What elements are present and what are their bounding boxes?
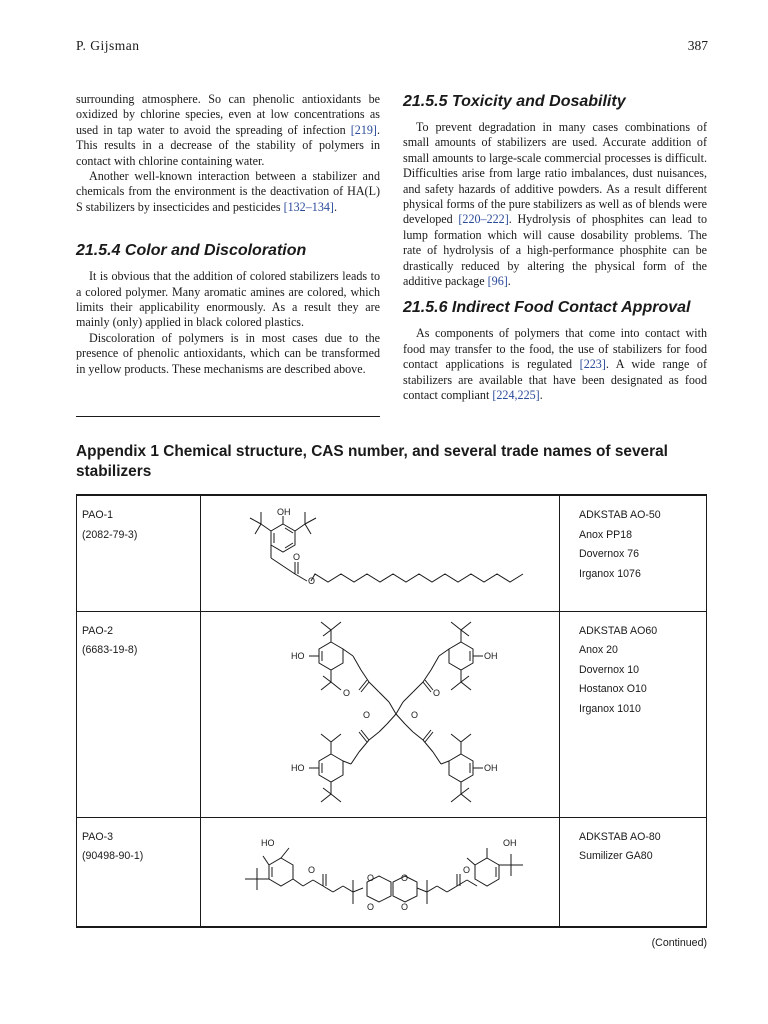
atom-label-o: O bbox=[401, 901, 409, 912]
stabilizer-table bbox=[76, 494, 707, 928]
left-column bbox=[76, 92, 380, 377]
cas-number: (90498-90-1) bbox=[82, 850, 144, 862]
text-run: surrounding atmosphere. So can phenolic antioxidants be oxidized by chlorine species, even at low concentrations as used in tap water to avoid the spreading of infection bbox=[76, 92, 380, 137]
right-paragraph-1 bbox=[403, 120, 707, 289]
atom-label-oh: OH bbox=[484, 762, 498, 773]
right-paragraph-2 bbox=[403, 326, 707, 403]
page-number: 387 bbox=[687, 38, 708, 53]
stabilizer-code: PAO-2 bbox=[82, 624, 114, 637]
structure-cell bbox=[201, 817, 560, 927]
atom-label-o: O bbox=[463, 864, 471, 875]
section-heading-21-5-4: 21.5.4 Color and Discoloration bbox=[76, 242, 307, 260]
appendix-title: Appendix 1 Chemical structure, CAS number, and several trade names of several stabilizers bbox=[76, 443, 668, 480]
trade-names-cell bbox=[560, 817, 707, 927]
continued-note: (Continued) bbox=[651, 937, 707, 949]
trade-names-cell bbox=[560, 495, 707, 611]
atom-label-o: O bbox=[308, 864, 316, 875]
atom-label-ho: HO bbox=[291, 650, 305, 661]
structure-cell bbox=[201, 495, 560, 611]
trade-names-cell bbox=[560, 611, 707, 817]
trade-name: ADKSTAB AO-50 bbox=[579, 509, 661, 521]
text-run: To prevent degradation in many cases combinations of small amounts of stabilizers are used. Accurate addition of small amounts to large-scale commercial processes is difficult. Difficulties arise from large ratio imbalances, dust nuisances, and safety hazards of additive powders. As a result different physical forms of the pure stabilizers as well as of blends were developed bbox=[403, 120, 707, 227]
trade-name: Anox 20 bbox=[579, 644, 618, 656]
text-run: As components of polymers that come into contact with food may transfer to the food, the use of stabilizers for food contact applications is regulated bbox=[403, 326, 707, 372]
atom-label-o-carbonyl: O bbox=[293, 552, 301, 562]
atom-label-oh: OH bbox=[277, 507, 291, 517]
atom-label-o: O bbox=[343, 687, 351, 698]
atom-label-o: O bbox=[433, 687, 441, 698]
table-row bbox=[77, 817, 707, 927]
trade-name: Dovernox 10 bbox=[579, 663, 640, 676]
running-head bbox=[76, 38, 708, 58]
left-paragraph-3: It is obvious that the addition of colored stabilizers leads to a colored polymer. Many aromatic amines are colored, which limits their applicability enormously. As a result they are mainly (only) applied in black colored plastics. bbox=[76, 269, 380, 330]
trade-name: Sumilizer GA80 bbox=[579, 850, 653, 862]
right-column bbox=[403, 92, 707, 404]
atom-label-oh: OH bbox=[503, 837, 517, 848]
column-end-rule bbox=[76, 416, 380, 417]
citation-link[interactable]: [132–134] bbox=[283, 199, 334, 214]
citation-link[interactable]: [219] bbox=[350, 122, 377, 137]
section-heading-21-5-5: 21.5.5 Toxicity and Dosability bbox=[403, 93, 626, 110]
text-run: . A wide range of stabilizers are available that have been designated as food contact compliant bbox=[403, 357, 707, 403]
atom-label-ho: HO bbox=[291, 762, 305, 773]
trade-name: ADKSTAB AO60 bbox=[579, 624, 658, 637]
trade-name: Irganox 1010 bbox=[579, 702, 641, 715]
trade-name: Irganox 1076 bbox=[579, 567, 641, 580]
left-paragraph-2 bbox=[76, 169, 380, 215]
left-paragraph-4: Discoloration of polymers is in most cases due to the presence of phenolic antioxidants, which can be transformed in yellow products. These mechanisms are described above. bbox=[76, 330, 380, 376]
atom-label-o-ester: O bbox=[308, 576, 316, 586]
octadecyl-chain bbox=[311, 574, 523, 582]
text-run: . bbox=[507, 274, 511, 289]
atom-label-o: O bbox=[367, 901, 375, 912]
citation-link[interactable]: [220–222] bbox=[458, 212, 509, 227]
trade-name: ADKSTAB AO-80 bbox=[579, 830, 661, 843]
text-run: . bbox=[539, 388, 543, 403]
identifier-cell bbox=[77, 817, 201, 927]
left-paragraph-1 bbox=[76, 92, 380, 169]
chemical-structure-pao-2 bbox=[201, 612, 559, 816]
identifier-cell bbox=[77, 495, 201, 611]
citation-link[interactable]: [224,225] bbox=[492, 388, 540, 403]
table-row bbox=[77, 495, 707, 611]
trade-name: Hostanox O10 bbox=[579, 683, 647, 695]
section-heading-21-5-6: 21.5.6 Indirect Food Contact Approval bbox=[403, 299, 691, 317]
text-run: . bbox=[333, 199, 337, 214]
stabilizer-code: PAO-3 bbox=[82, 830, 114, 843]
cas-number: (6683-19-8) bbox=[82, 644, 138, 656]
stabilizer-code: PAO-1 bbox=[82, 509, 114, 521]
chemical-structure-pao-3 bbox=[201, 818, 559, 926]
running-head-author: P. Gijsman bbox=[76, 38, 140, 53]
cas-number: (2082-79-3) bbox=[82, 528, 138, 541]
citation-link[interactable]: [96] bbox=[487, 274, 508, 289]
atom-label-ho: HO bbox=[261, 837, 275, 848]
structure-cell bbox=[201, 611, 560, 817]
text-run: Another well-known interaction between a stabilizer and chemicals from the environment is the deactivation of HA(L) S stabilizers by insecticides and pesticides bbox=[76, 169, 380, 214]
atom-label-o: O bbox=[401, 872, 409, 883]
atom-label-o: O bbox=[363, 709, 371, 720]
table-row bbox=[77, 611, 707, 817]
atom-label-oh: OH bbox=[484, 650, 498, 661]
chemical-structure-pao-1 bbox=[201, 496, 559, 610]
text-run: . This results in a decrease of the stability of polymers in contact with chlorine containing water. bbox=[76, 122, 380, 168]
text-run: . Hydrolysis of phosphites can lead to lump formation which will cause dosability problems. The rate of hydrolysis of a high-performance phosphite can be drastically reduced by altering the physical form of the additive package bbox=[403, 212, 707, 289]
trade-name: Dovernox 76 bbox=[579, 548, 640, 560]
atom-label-o: O bbox=[367, 872, 375, 883]
atom-label-o: O bbox=[411, 709, 419, 720]
citation-link[interactable]: [223] bbox=[579, 357, 606, 372]
identifier-cell bbox=[77, 611, 201, 817]
trade-name: Anox PP18 bbox=[579, 528, 633, 541]
